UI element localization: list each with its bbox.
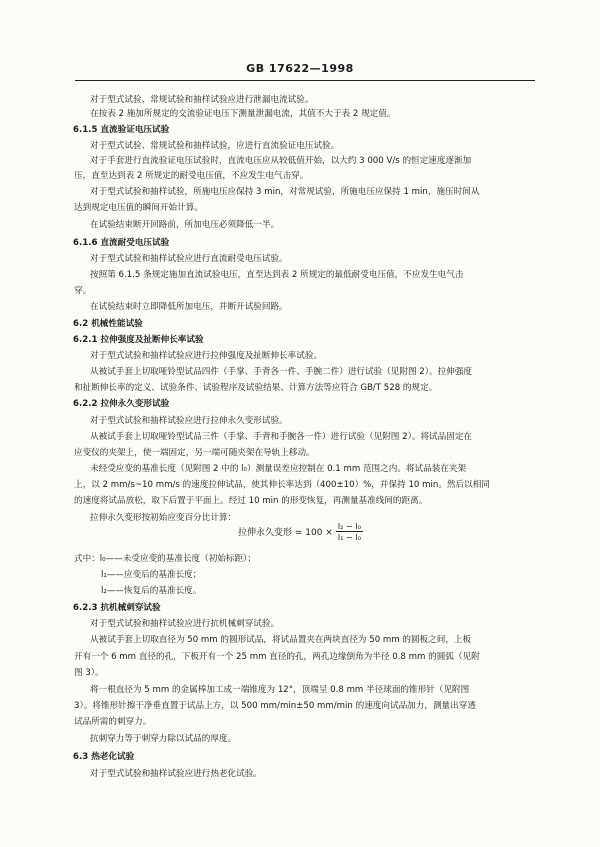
body-text-line: 穿。 (74, 286, 92, 296)
body-text-line: 的速度将试品放松，取下后置于平面上。经过 10 min 的形变恢复，再测量基准线间的距离。 (74, 496, 428, 506)
formula-denominator: l₁ − l₀ (337, 532, 362, 542)
body-text-line: 式中：l₀——未受应变的基准长度（初始标距）； (74, 554, 257, 564)
formula-fraction (336, 521, 363, 542)
body-text-line: 上，以 2 mm/s~10 mm/s 的速度拉伸试品，使其伸长率达到（400±10）%，并保持 10 min。然后以相同 (74, 480, 490, 490)
body-text-line: 对于型式试验和抽样试验应进行热老化试验。 (90, 769, 262, 779)
section-heading: 6.2.2 拉伸永久变形试验 (73, 399, 170, 409)
section-heading: 6.3 热老化试验 (73, 752, 135, 762)
body-text-line: l₂——恢复后的基准长度。 (101, 586, 202, 596)
section-heading: 6.2.3 抗机械刺穿试验 (73, 603, 161, 613)
body-text-line: 在试验结束断开回路前，所加电压必须降低一半。 (90, 220, 280, 230)
body-text-line: 按照第 6.1.5 条规定施加直流试验电压，直至达到表 2 所规定的最低耐受电压值，不应发生电气击 (90, 270, 464, 280)
body-text-line: 从被试手套上切取直径为 50 mm 的圆形试品，将试品置夹在两块直径为 50 mm 的圆板之间，上板 (90, 635, 472, 645)
standard-number-header: GB 17622—1998 (246, 62, 354, 75)
body-text-line: 对于型式试验和抽样试验应进行直流耐受电压试验。 (90, 254, 288, 264)
body-text-line: 对于型式试验和抽样试验应进行拉伸永久变形试验。 (90, 416, 288, 426)
body-text-line: 达到规定电压值的瞬间开始计算。 (74, 203, 203, 213)
formula-numerator: l₂ − l₀ (337, 521, 362, 531)
body-text-line: 图 3）。 (74, 668, 104, 678)
section-heading: 6.2.1 拉伸强度及扯断伸长率试验 (73, 335, 204, 345)
body-text-line: 对于型式试验、常规试验和抽样试验，应进行直流验证电压试验。 (90, 141, 340, 151)
body-text-line: 对于型式试验和抽样试验，所施电压应保持 3 min，对常规试验，所施电压应保持 1 min，施压时间从 (90, 187, 480, 197)
body-text-line: 应变仪的夹架上，使一端固定，另一端可随夹架在导轨上移动。 (74, 448, 315, 458)
body-text-line: 压，直至达到表 2 所规定的耐受电压值，不应发生电气击穿。 (74, 171, 309, 181)
body-text-line: 在试验结束时立即降低所加电压，并断开试验回路。 (90, 302, 288, 312)
body-text-line: 试品所需的刺穿力。 (74, 717, 152, 727)
body-text-line: 3）。将锥形针擦干净垂直置于试品上方，以 500 mm/min±50 mm/min 的速度向试品加力，测量出穿透 (74, 701, 476, 711)
body-text-line: 未经受应变的基准长度（见附图 2 中的 l₀）测量误差应控制在 0.1 mm 范围之内。将试品装在夹架 (90, 464, 467, 474)
body-text-line: 在按表 2 施加所规定的交流验证电压下测量泄漏电流，其值不大于表 2 规定值。 (90, 109, 396, 119)
body-text-line: 抗刺穿力等于刺穿力除以试品的厚度。 (90, 734, 237, 744)
body-text-line: 对于型式试验和抽样试验应进行拉伸强度及扯断伸长率试验。 (90, 351, 323, 361)
body-text-line: 将一根直径为 5 mm 的金属棒加工成一端锥度为 12°，顶端呈 0.8 mm 半径球面的锥形针（见附图 (90, 685, 470, 695)
body-text-line: l₁——应变后的基准长度； (101, 570, 202, 580)
body-text-line: 拉伸永久变形按初始应变百分比计算： (90, 513, 237, 523)
body-text-line: 和扯断伸长率的定义、试验条件、试验程序及试验结果、计算方法等应符合 GB/T 528 的规定。 (74, 383, 438, 393)
section-heading: 6.2 机械性能试验 (73, 319, 143, 329)
permanent-set-formula (238, 521, 363, 542)
body-text-line: 对于型式试验、常规试验和抽样试验应进行泄漏电流试验。 (90, 95, 314, 105)
formula-lhs: 拉伸永久变形 = 100 × (238, 528, 333, 538)
body-text-line: 对于手套进行直流验证电压试验时，直流电压应从较低值开始，以大约 3 000 V/s 的恒定速度逐渐加 (90, 156, 472, 166)
body-text-line: 开有一个 6 mm 直径的孔，下板开有一个 25 mm 直径的孔，两孔边缘倒角为半径 0.8 mm 的圆弧（见附 (74, 652, 480, 662)
header-rule (75, 80, 535, 81)
body-text-line: 从被试手套上切取哑铃型试品四件（手掌、手背各一件、手腕二件）进行试验（见附图 2）。拉伸强度 (90, 367, 473, 377)
section-heading: 6.1.5 直流验证电压试验 (73, 125, 170, 135)
body-text-line: 从被试手套上切取哑铃型试品三件（手掌、手背和手腕各一件）进行试验（见附图 2）。将试品固定在 (90, 432, 473, 442)
body-text-line: 对于型式试验和抽样试验应进行抗机械刺穿试验。 (90, 619, 280, 629)
section-heading: 6.1.6 直流耐受电压试验 (73, 238, 170, 248)
